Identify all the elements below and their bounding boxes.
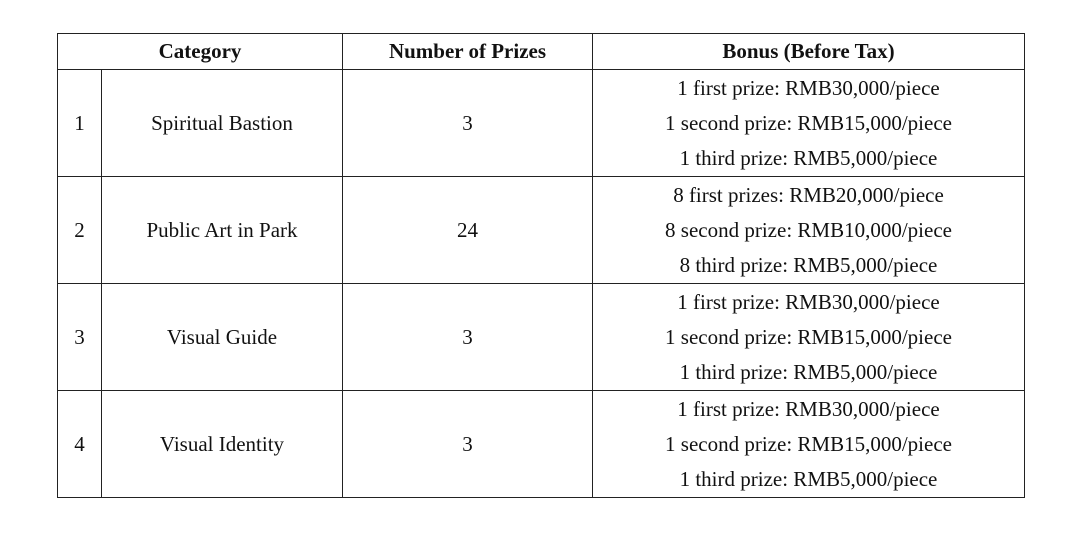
table-header-row: [58, 34, 1025, 70]
row-category: Visual Guide: [102, 284, 343, 391]
bonus-second-prize: 1 second prize: RMB15,000/piece: [665, 431, 952, 456]
bonus-third-prize: 1 third prize: RMB5,000/piece: [679, 359, 938, 384]
bonus-first-prize: 8 first prizes: RMB20,000/piece: [673, 182, 944, 207]
row-bonus: [593, 177, 1025, 284]
table-row: [58, 391, 1025, 498]
row-number: 2: [58, 177, 102, 284]
table-row: [58, 70, 1025, 177]
table-row: [58, 177, 1025, 284]
row-bonus: [593, 70, 1025, 177]
row-number: 3: [58, 284, 102, 391]
bonus-second-prize: 1 second prize: RMB15,000/piece: [665, 324, 952, 349]
bonus-third-prize: 1 third prize: RMB5,000/piece: [679, 145, 938, 170]
row-category: Visual Identity: [102, 391, 343, 498]
row-number: 4: [58, 391, 102, 498]
bonus-third-prize: 8 third prize: RMB5,000/piece: [679, 252, 938, 277]
row-prize-count: 3: [343, 70, 593, 177]
row-category: Public Art in Park: [102, 177, 343, 284]
row-bonus: [593, 391, 1025, 498]
bonus-third-prize: 1 third prize: RMB5,000/piece: [679, 466, 938, 491]
row-prize-count: 3: [343, 391, 593, 498]
header-category: Category: [58, 34, 343, 70]
table-row: [58, 284, 1025, 391]
row-bonus: [593, 284, 1025, 391]
prize-table: [57, 33, 1025, 498]
bonus-first-prize: 1 first prize: RMB30,000/piece: [677, 396, 940, 421]
row-category: Spiritual Bastion: [102, 70, 343, 177]
bonus-first-prize: 1 first prize: RMB30,000/piece: [677, 75, 940, 100]
header-number-of-prizes: Number of Prizes: [343, 34, 593, 70]
bonus-second-prize: 1 second prize: RMB15,000/piece: [665, 110, 952, 135]
bonus-first-prize: 1 first prize: RMB30,000/piece: [677, 289, 940, 314]
header-bonus: Bonus (Before Tax): [593, 34, 1025, 70]
row-prize-count: 3: [343, 284, 593, 391]
bonus-second-prize: 8 second prize: RMB10,000/piece: [665, 217, 952, 242]
row-prize-count: 24: [343, 177, 593, 284]
row-number: 1: [58, 70, 102, 177]
